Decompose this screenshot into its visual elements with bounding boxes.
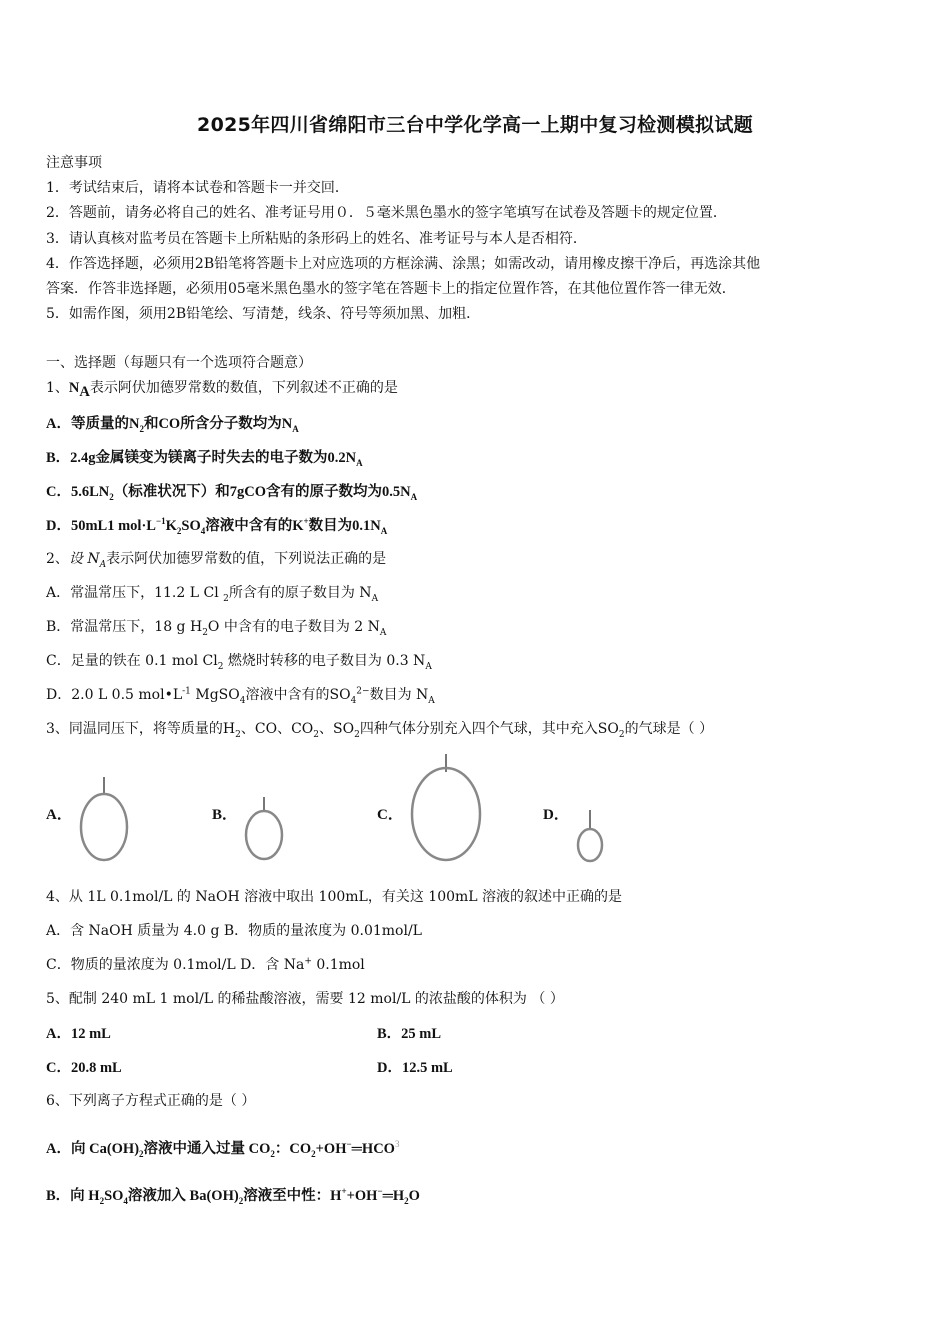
balloon-c-icon xyxy=(405,752,495,867)
notice-heading: 注意事项 xyxy=(46,155,102,171)
balloon-d-icon xyxy=(570,808,610,868)
question-3-option-b-label: B． xyxy=(212,807,238,823)
question-3-option-a-label: A． xyxy=(46,807,72,823)
notice-item-4: 4．作答选择题，必须用2B铅笔将答题卡上对应选项的方框涂满、涂黑；如需改动，请用橡皮擦干净后，再选涂其他 xyxy=(46,256,761,272)
question-1-option-b: B．2.4g金属镁变为镁离子时失去的电子数为$0.2N_A$ xyxy=(46,450,363,468)
question-5-option-c: C．20.8 mL xyxy=(46,1060,122,1076)
question-6-option-b: B．向 $H_2SO_4$溶液加入 $Ba(OH)_2$溶液至中性：$H^++OH^-═H_2O$ xyxy=(46,1186,420,1206)
notice-item-1: 1．考试结束后，请将本试卷和答题卡一并交回． xyxy=(46,180,349,196)
question-5-option-b: B．25 mL xyxy=(377,1026,442,1042)
question-2-option-c: C．足量的铁在 0.1 mol $Cl_2$ 燃烧时转移的电子数目为 0.3 $N_A$ xyxy=(46,653,432,672)
section-heading: 一、选择题（每题只有一个选项符合题意） xyxy=(46,355,312,371)
exam-title: 2025年四川省绵阳市三台中学化学高一上期中复习检测模拟试题 xyxy=(197,114,753,136)
question-4-stem: 4、从 1L 0.1mol/L 的 NaOH 溶液中取出 100mL，有关这 100mL 溶液的叙述中正确的是 xyxy=(46,889,623,905)
question-3-stem: 3、同温同压下，将等质量的$H_2$、CO、$CO_2$、$SO_2$四种气体分别充入四个气球，其中充入$SO_2$的气球是（ ） xyxy=(46,721,714,740)
question-2-option-b: B．常温常压下，18 g $H_2O$ 中含有的电子数目为 2 $N_A$ xyxy=(46,619,387,638)
question-2-option-d: D．2.0 L 0.5 $mol•L^{-1}$ MgSO$_4$溶液中含有的$SO_4^{2-}$数目为 $N_A$ xyxy=(46,686,435,706)
balloon-a-icon xyxy=(70,775,140,865)
question-1-option-d: D．50mL1 $mol\cdot L^{-1}K_2SO_4$溶液中含有的K+数目为$0.1N_A$ xyxy=(46,516,388,536)
question-5-option-d: D．12.5 mL xyxy=(377,1060,453,1076)
question-4-options-cd: C．物质的量浓度为 0.1mol/L D．含 Na+ 0.1mol xyxy=(46,956,365,973)
question-5-stem: 5、配制 240 mL 1 mol/L 的稀盐酸溶液，需要 12 mol/L 的浓盐酸的体积为 （ ） xyxy=(46,991,564,1007)
balloon-b-icon xyxy=(236,795,296,865)
question-2-option-a: A．常温常压下，11.2 L Cl $_2$所含有的原子数目为 $N_A$ xyxy=(46,585,379,604)
question-3-option-d-label: D． xyxy=(543,807,569,823)
question-3-option-c-label: C． xyxy=(377,807,403,823)
notice-item-5: 5．如需作图，须用2B铅笔绘、写清楚，线条、符号等须加黑、加粗． xyxy=(46,306,481,322)
question-5-option-a: A．12 mL xyxy=(46,1026,111,1042)
notice-item-4-cont: 答案．作答非选择题，必须用05毫米黑色墨水的签字笔在答题卡上的指定位置作答，在其他位置作答一律无效． xyxy=(46,281,736,297)
question-1-stem: 1、$N_A$表示阿伏加德罗常数的数值，下列叙述不正确的是 xyxy=(46,380,398,400)
notice-item-3: 3．请认真核对监考员在答题卡上所粘贴的条形码上的姓名、准考证号与本人是否相符． xyxy=(46,231,587,247)
notice-item-2: 2．答题前，请务必将自己的姓名、准考证号用０．５毫米黑色墨水的签字笔填写在试卷及答题卡的规定位置． xyxy=(46,205,727,221)
question-1-option-c: C．$5.6LN_2$（标准状况下）和7gCO含有的原子数均为$0.5N_A$ xyxy=(46,484,418,502)
question-6-stem: 6、下列离子方程式正确的是（ ） xyxy=(46,1093,256,1109)
question-1-option-a: A．等质量的$N_2$和CO所含分子数均为$N_A$ xyxy=(46,416,299,434)
question-6-option-a: A．向 $Ca(OH)_2$溶液中通入过量 $CO_2$：$CO_2+OH^-═HCO^3$ xyxy=(46,1139,400,1159)
question-4-options-ab: A．含 NaOH 质量为 4.0 g B．物质的量浓度为 0.01mol/L xyxy=(46,923,422,939)
question-2-stem: 2、设 $N_A$表示阿伏加德罗常数的值，下列说法正确的是 xyxy=(46,551,387,570)
